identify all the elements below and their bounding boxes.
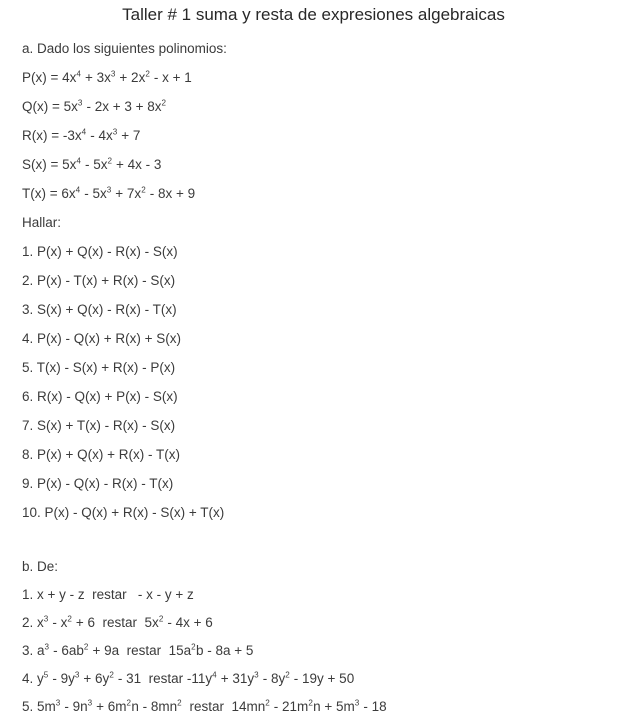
section-b-heading: b. De: xyxy=(22,559,59,574)
section-b xyxy=(22,553,605,721)
polynomial-line-q: $Q(x) = 5x^3 - 2x + 3 + 8x^2$ xyxy=(22,98,167,114)
exercise-item-b2: 2. $x^3 - x^2 + 6$ restar $5x^2 - 4x + 6$ xyxy=(22,614,213,630)
exercise-item-a1: 1. P(x) + Q(x) - R(x) - S(x) xyxy=(22,244,178,259)
polynomial-line-p: $P(x) = 4x^4 + 3x^3 + 2x^2 - x + 1$ xyxy=(22,69,192,85)
exercise-item-b5: 5. $5m^3 - 9n^3 + 6m^2n - 8mn^2$ restar $14mn^2 - 21m^2n + 5m^3 - 18$ xyxy=(22,698,387,714)
section-a xyxy=(22,34,605,527)
exercise-item-a5: 5. T(x) - S(x) + R(x) - P(x) xyxy=(22,360,176,375)
exercise-item-b4: 4. $y^5 - 9y^3 + 6y^2 - 31$ restar $-11y^4 + 31y^3 - 8y^2 - 19y + 50$ xyxy=(22,670,355,686)
exercise-item-a7: 7. S(x) + T(x) - R(x) - S(x) xyxy=(22,418,176,433)
exercise-item-a10: 10. P(x) - Q(x) + R(x) - S(x) + T(x) xyxy=(22,505,225,520)
polynomial-line-s: $S(x) = 5x^4 - 5x^2 + 4x - 3$ xyxy=(22,156,162,172)
exercise-item-a6: 6. R(x) - Q(x) + P(x) - S(x) xyxy=(22,389,178,404)
polynomial-line-t: $T(x) = 6x^4 - 5x^3 + 7x^2 - 8x + 9$ xyxy=(22,185,196,201)
hallar-label: Hallar: xyxy=(22,215,62,230)
exercise-item-a8: 8. P(x) + Q(x) + R(x) - T(x) xyxy=(22,447,180,462)
exercise-item-a3: 3. S(x) + Q(x) - R(x) - T(x) xyxy=(22,302,177,317)
exercise-item-a9: 9. P(x) - Q(x) - R(x) - T(x) xyxy=(22,476,174,491)
exercise-item-b1: 1. x + y - z restar - x - y + z xyxy=(22,587,194,602)
worksheet-title: Taller # 1 suma y resta de expresiones algebraicas xyxy=(122,5,505,24)
exercise-item-a2: 2. P(x) - T(x) + R(x) - S(x) xyxy=(22,273,176,288)
polynomial-line-r: $R(x) = -3x^4 - 4x^3 + 7$ xyxy=(22,127,141,143)
section-divider-space xyxy=(22,527,605,553)
section-a-heading: a. Dado los siguientes polinomios: xyxy=(22,41,227,56)
exercise-item-a4: 4. P(x) - Q(x) + R(x) + S(x) xyxy=(22,331,182,346)
exercise-item-b3: 3. $a^3 - 6ab^2 + 9a$ restar $15a^2b - 8a + 5$ xyxy=(22,642,254,658)
